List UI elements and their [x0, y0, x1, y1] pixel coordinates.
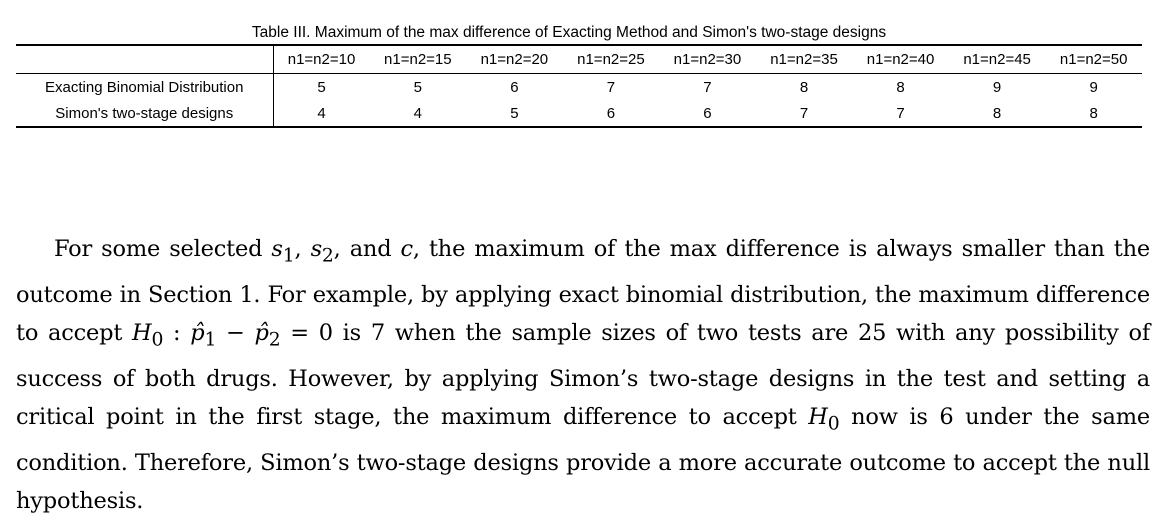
- math-var-p-hat: p̂: [254, 320, 269, 347]
- math-subscript: 1: [282, 245, 295, 267]
- text-run: For some selected: [54, 236, 272, 262]
- table-cell: 5: [317, 78, 326, 96]
- table-header-row: [16, 45, 1142, 74]
- table-header-cell: n1=n2=45: [949, 45, 1046, 74]
- math-var-h: H: [132, 320, 152, 347]
- text-run: :: [163, 320, 191, 347]
- text-run: = 0 is 7 when the sample sizes of two tests are 25 with any possibility of success of both drugs. However, by applying Simon’s two-stage designs in the test and setting a critical point in the first stage, the maximum difference to accept: [16, 320, 1150, 431]
- math-subscript: 0: [151, 329, 164, 351]
- math-minus: −: [216, 320, 255, 347]
- table-cell: 7: [756, 100, 853, 127]
- table-header-cell: n1=n2=50: [1045, 45, 1142, 74]
- table-cell: 6: [563, 100, 660, 127]
- results-table: [16, 44, 1142, 128]
- math-subscript: 0: [827, 413, 840, 435]
- table-header-cell: n1=n2=35: [756, 45, 853, 74]
- math-var-p-hat: p̂: [190, 320, 205, 347]
- table-header-cell: n1=n2=25: [563, 45, 660, 74]
- text-run: , and: [333, 236, 401, 262]
- table-header-cell: n1=n2=40: [852, 45, 949, 74]
- table-cell: 4: [273, 100, 370, 127]
- table-cell: 8: [799, 78, 809, 96]
- table-row: [16, 100, 1142, 127]
- table-cell: 9: [1089, 78, 1098, 96]
- row-label: Simon's two-stage designs: [16, 100, 273, 127]
- math-subscript: 2: [268, 329, 281, 351]
- table-cell: 7: [606, 78, 616, 96]
- table-cell: 6: [510, 78, 519, 96]
- table-cell: 8: [1045, 100, 1142, 127]
- text-run: now is 6 under the same condition. Therefore, Simon’s two-stage designs provide a more accurate outcome to accept the null hypothesis.: [16, 404, 1150, 515]
- table-header-cell: n1=n2=30: [659, 45, 756, 74]
- table-cell: 9: [992, 78, 1002, 96]
- table-cell: 6: [659, 100, 756, 127]
- body-paragraph: [16, 230, 1150, 521]
- table-row: [16, 74, 1142, 101]
- table-cell: 4: [370, 100, 467, 127]
- results-table-block: [16, 22, 1142, 128]
- table-header-cell: n1=n2=20: [466, 45, 563, 74]
- math-var-s: s: [310, 236, 322, 262]
- math-var-s: s: [271, 236, 283, 262]
- table-cell: 8: [949, 100, 1046, 127]
- table-header-cell: n1=n2=15: [370, 45, 467, 74]
- table-caption: Table III. Maximum of the max difference of Exacting Method and Simon's two-stage designs: [251, 24, 887, 41]
- table-cell: 7: [852, 100, 949, 127]
- table-cell: 8: [896, 78, 905, 96]
- table-header-cell: n1=n2=10: [273, 45, 370, 74]
- math-var-c: c: [400, 236, 413, 262]
- table-cell: 7: [703, 78, 712, 96]
- table-cell: 5: [413, 78, 422, 96]
- math-subscript: 2: [321, 245, 334, 267]
- table-header-stub: [16, 45, 273, 74]
- math-var-h: H: [808, 404, 828, 431]
- table-cell: 5: [466, 100, 563, 127]
- text-run: , the maximum of the max difference is always smaller than the outcome in Section 1. For example, by applying exact binomial distribution, the maximum difference to accept: [16, 236, 1150, 347]
- math-subscript: 1: [204, 329, 217, 351]
- row-label: Exacting Binomial Distribution: [16, 74, 273, 101]
- text-run: ,: [294, 236, 311, 262]
